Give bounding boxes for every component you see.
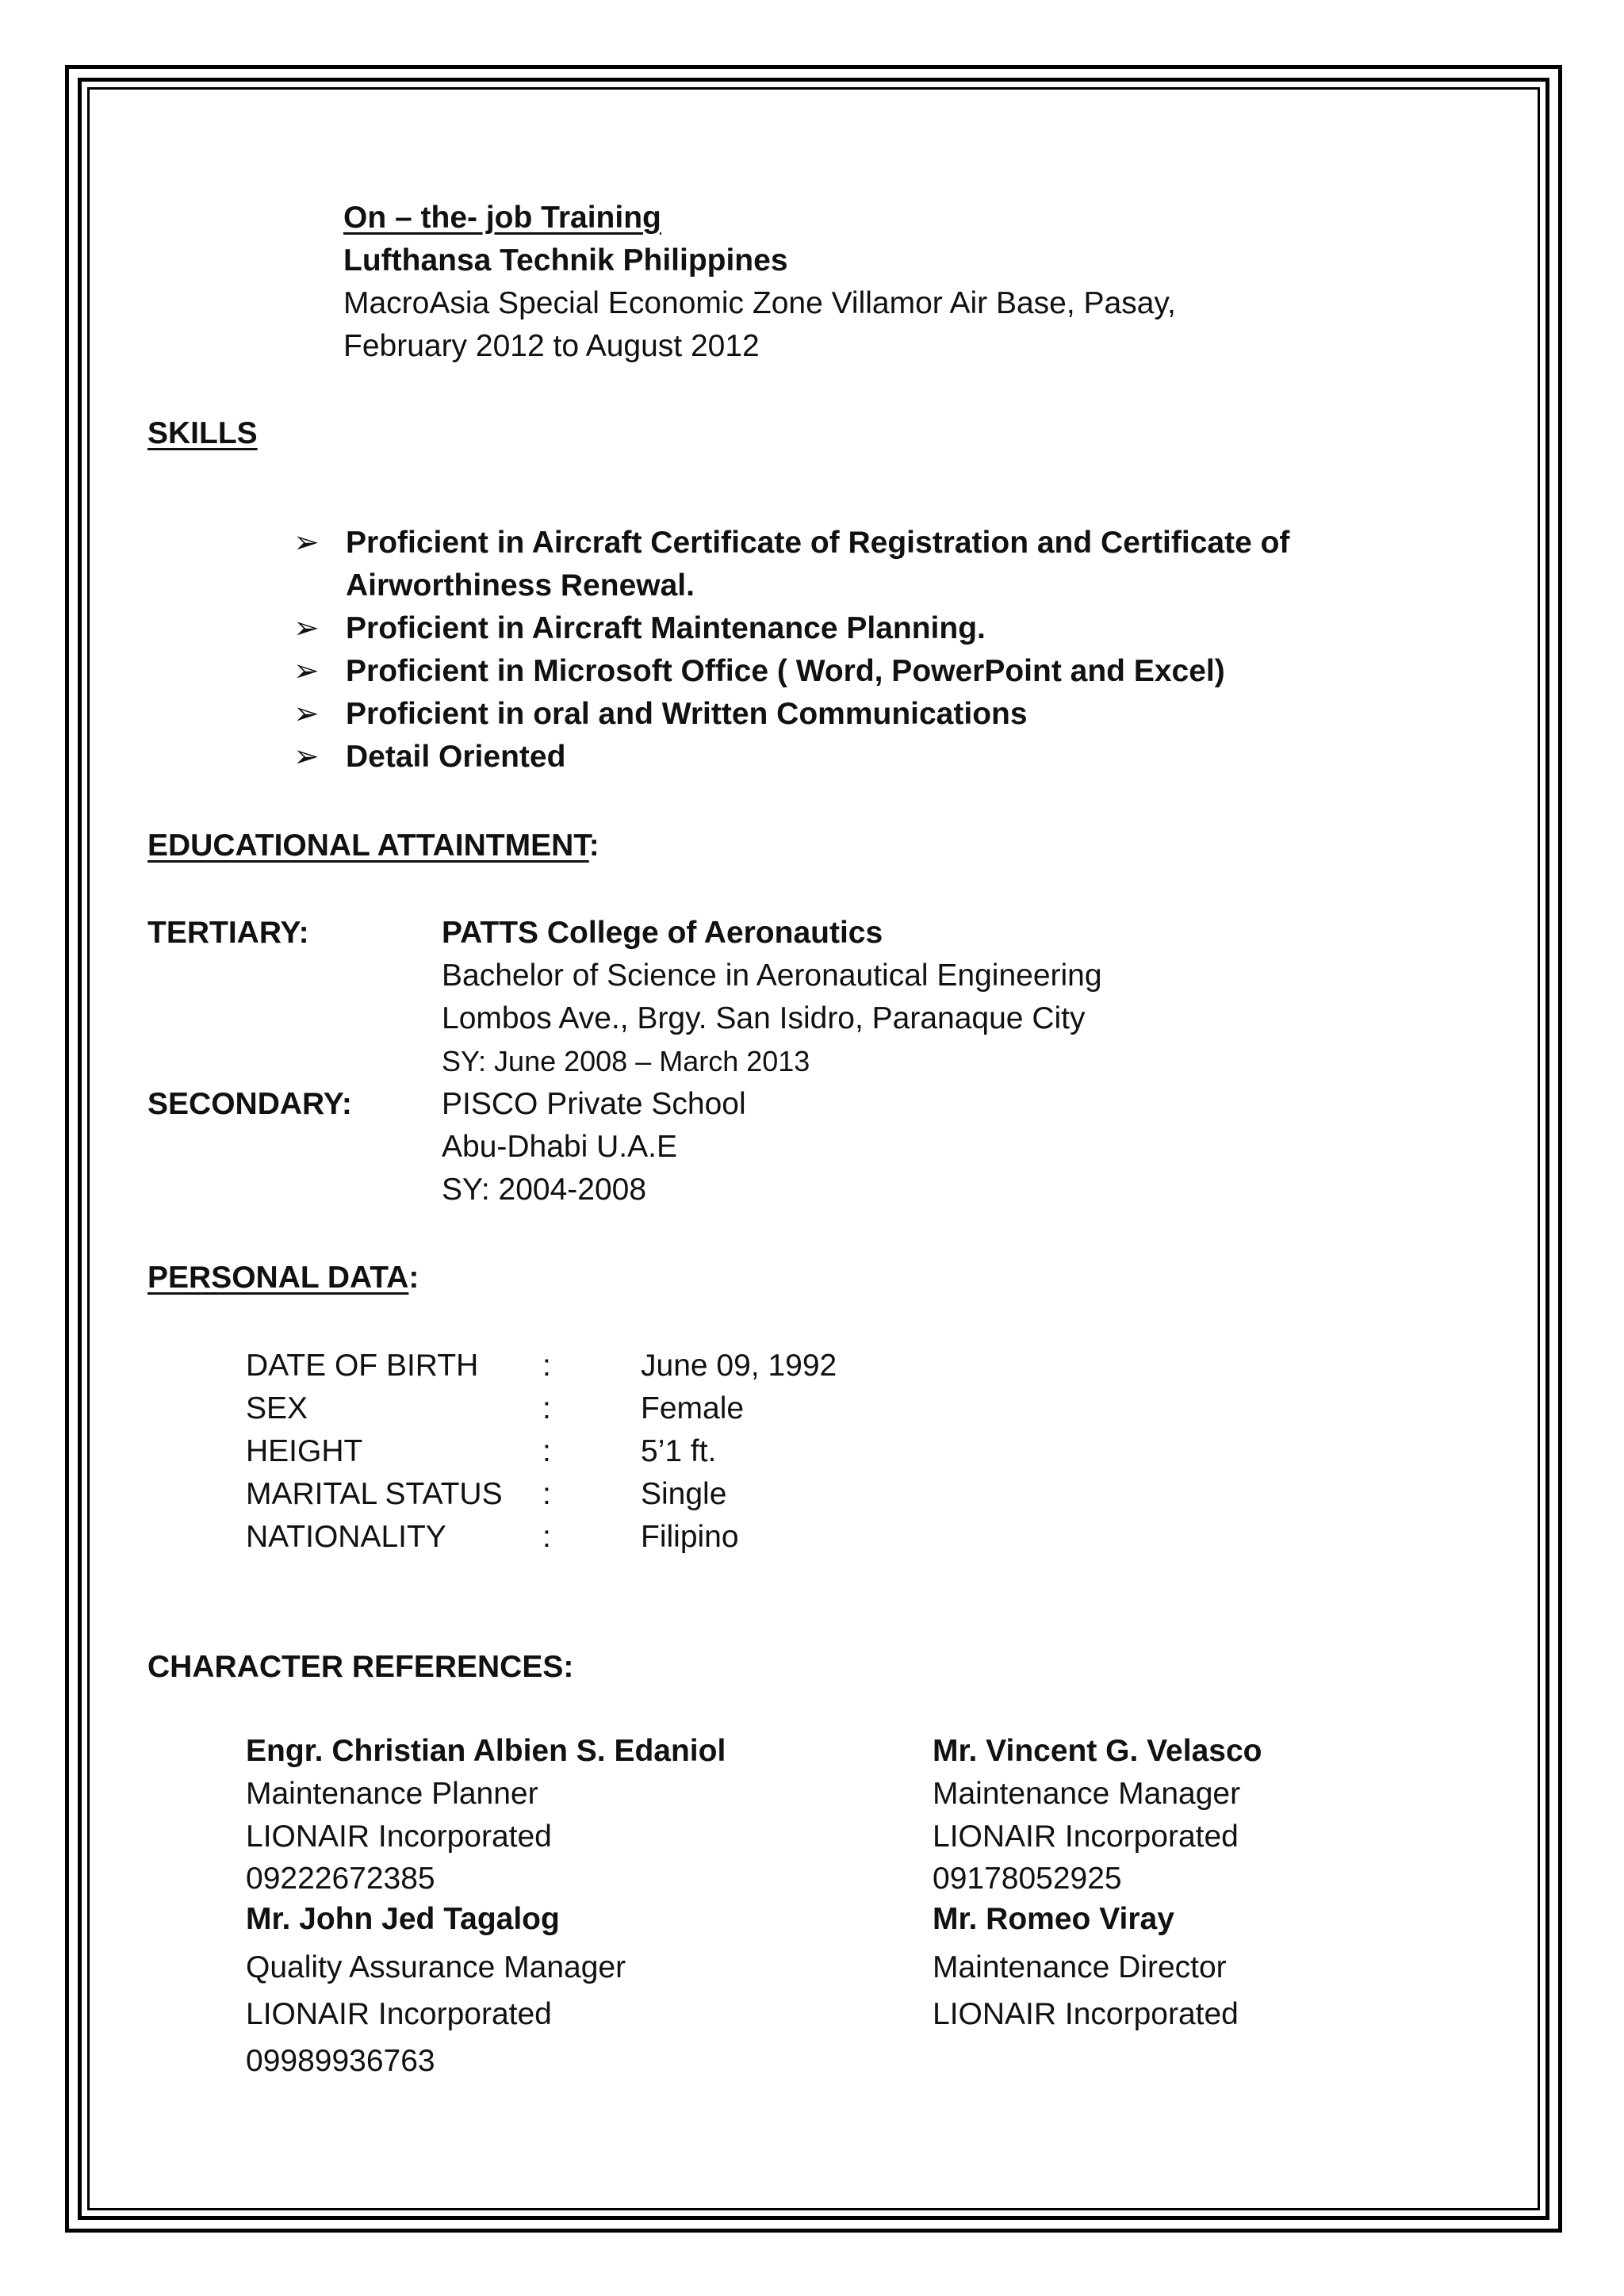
reference-phone: 09222672385 — [246, 1862, 435, 1896]
tertiary-school: PATTS College of Aeronautics — [442, 916, 883, 950]
reference-name: Engr. Christian Albien S. Edaniol — [246, 1734, 726, 1768]
arrow-bullet-icon: ➢ — [293, 611, 320, 645]
skill-item: ➢ Proficient in Microsoft Office ( Word, PowerPoint and Excel) — [293, 650, 1324, 693]
education-heading: EDUCATIONAL ATTAINTMENT: — [147, 828, 599, 863]
skills-heading: SKILLS — [147, 416, 258, 450]
reference-title: Quality Assurance Manager — [246, 1950, 626, 1984]
arrow-bullet-icon: ➢ — [293, 740, 320, 774]
skills-list — [293, 522, 1324, 779]
skill-item: ➢ Proficient in Aircraft Maintenance Planning. — [293, 607, 1324, 650]
skill-item: ➢ Proficient in oral and Written Communications — [293, 693, 1324, 736]
arrow-bullet-icon: ➢ — [293, 654, 320, 688]
ojt-heading: On – the- job Training — [343, 201, 661, 235]
references-heading: CHARACTER REFERENCES: — [147, 1650, 574, 1684]
secondary-address: Abu-Dhabi U.A.E — [442, 1130, 677, 1164]
reference-phone: 09989936763 — [246, 2044, 435, 2078]
reference-company: LIONAIR Incorporated — [933, 1820, 1239, 1854]
tertiary-sy: SY: June 2008 – March 2013 — [442, 1045, 810, 1077]
reference-title: Maintenance Manager — [933, 1777, 1241, 1811]
secondary-sy: SY: 2004-2008 — [442, 1173, 647, 1207]
reference-title: Maintenance Planner — [246, 1777, 538, 1811]
secondary-school: PISCO Private School — [442, 1087, 746, 1121]
reference-company: LIONAIR Incorporated — [246, 1997, 552, 2031]
reference-title: Maintenance Director — [933, 1950, 1227, 1984]
arrow-bullet-icon: ➢ — [293, 526, 320, 560]
ojt-address: MacroAsia Special Economic Zone Villamor Air Base, Pasay, — [343, 286, 1176, 320]
tertiary-degree: Bachelor of Science in Aeronautical Engineering — [442, 959, 1102, 993]
reference-phone: 09178052925 — [933, 1862, 1122, 1896]
ojt-company: Lufthansa Technik Philippines — [343, 243, 788, 277]
reference-name: Mr. Romeo Viray — [933, 1902, 1174, 1936]
reference-company: LIONAIR Incorporated — [246, 1820, 552, 1854]
skill-item: ➢ Proficient in Aircraft Certificate of Registration and Certificate of Airworthiness Renewal. — [293, 522, 1324, 607]
tertiary-label: TERTIARY: — [147, 916, 309, 950]
personal-heading: PERSONAL DATA: — [147, 1261, 419, 1295]
ojt-period: February 2012 to August 2012 — [343, 329, 760, 363]
reference-name: Mr. John Jed Tagalog — [246, 1902, 560, 1936]
skill-item: ➢ Detail Oriented — [293, 736, 1324, 779]
reference-company: LIONAIR Incorporated — [933, 1997, 1239, 2031]
secondary-label: SECONDARY: — [147, 1087, 352, 1121]
reference-name: Mr. Vincent G. Velasco — [933, 1734, 1262, 1768]
tertiary-address: Lombos Ave., Brgy. San Isidro, Paranaque City — [442, 1001, 1086, 1035]
arrow-bullet-icon: ➢ — [293, 697, 320, 731]
